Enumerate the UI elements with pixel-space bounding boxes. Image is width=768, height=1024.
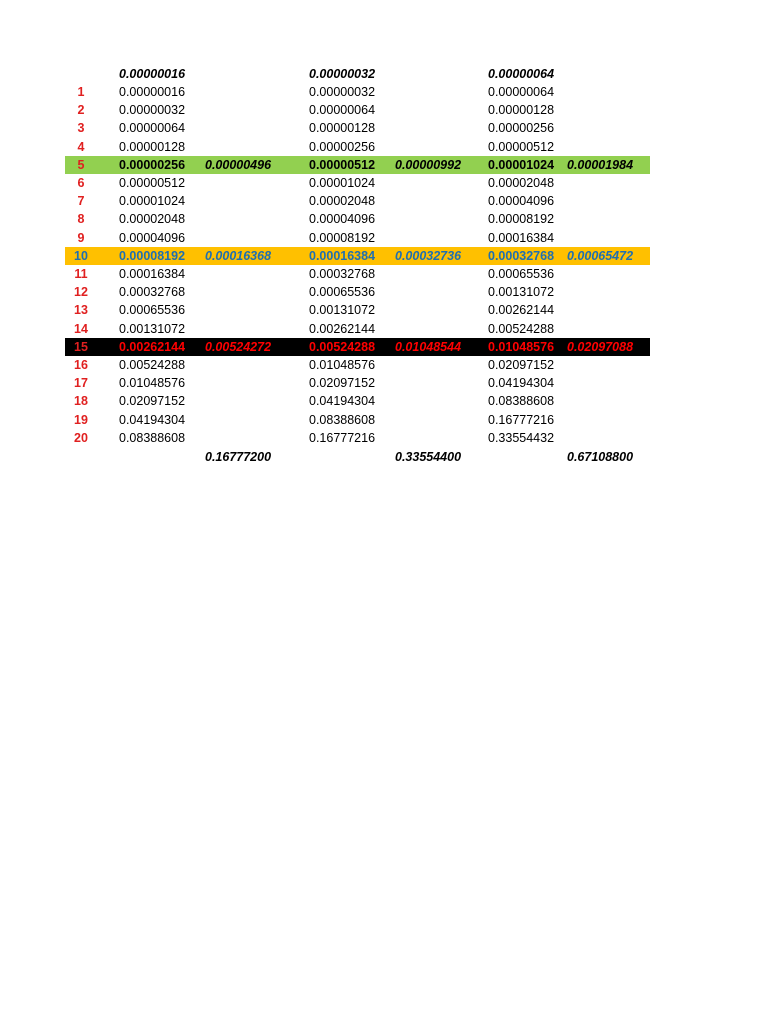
cell-c1[interactable]: 0.00065536	[119, 303, 186, 318]
cell-c3[interactable]: 0.00008192	[309, 230, 376, 245]
total-cell-6[interactable]: 0.67108800	[567, 450, 634, 464]
cell-c1[interactable]: 0.00000016	[119, 85, 186, 99]
table-row	[0, 247, 768, 265]
cell-c1[interactable]: 0.00001024	[119, 194, 186, 209]
cell-c3[interactable]: 0.00000512	[309, 157, 376, 172]
cell-c5[interactable]: 0.00004096	[488, 194, 555, 209]
cell-c2[interactable]: 0.00524272	[205, 339, 272, 354]
totals-row	[0, 448, 768, 466]
cell-c3[interactable]: 0.02097152	[309, 376, 376, 391]
cell-c5[interactable]: 0.16777216	[488, 412, 555, 427]
table-row	[0, 192, 768, 210]
cell-c1[interactable]: 0.00016384	[119, 267, 186, 281]
table-row	[0, 156, 768, 174]
cell-c6[interactable]: 0.00065472	[567, 248, 634, 263]
cell-c5[interactable]: 0.00016384	[488, 230, 555, 245]
cell-c3[interactable]: 0.00000256	[309, 139, 376, 154]
header-row	[0, 65, 768, 83]
cell-c2[interactable]: 0.00016368	[205, 248, 272, 263]
cell-c3[interactable]: 0.00000064	[309, 103, 376, 118]
cell-c1[interactable]: 0.00000128	[119, 139, 186, 154]
spreadsheet	[0, 0, 768, 470]
row-number[interactable]: 19	[74, 412, 88, 427]
cell-c1[interactable]: 0.00524288	[119, 358, 186, 372]
cell-c5[interactable]: 0.00000064	[488, 85, 555, 99]
cell-c1[interactable]: 0.01048576	[119, 376, 186, 391]
cell-c5[interactable]: 0.00008192	[488, 212, 555, 227]
cell-c1[interactable]: 0.00000512	[119, 176, 186, 190]
table-row	[0, 392, 768, 410]
cell-c5[interactable]: 0.02097152	[488, 358, 555, 372]
cell-c4[interactable]: 0.00032736	[395, 248, 462, 263]
row-number[interactable]: 7	[77, 194, 85, 209]
cell-c3[interactable]: 0.08388608	[309, 412, 376, 427]
row-number[interactable]: 1	[77, 85, 85, 99]
cell-c1[interactable]: 0.00262144	[119, 339, 186, 354]
cell-c1[interactable]: 0.00002048	[119, 212, 186, 227]
cell-c1[interactable]: 0.02097152	[119, 394, 186, 409]
row-number[interactable]: 20	[74, 430, 88, 445]
cell-c5[interactable]: 0.00000256	[488, 121, 555, 136]
cell-c3[interactable]: 0.00524288	[309, 339, 376, 354]
row-number[interactable]: 13	[74, 303, 88, 318]
cell-c3[interactable]: 0.00032768	[309, 267, 376, 281]
table-row	[0, 429, 768, 447]
row-number[interactable]: 11	[74, 267, 88, 281]
row-number[interactable]: 6	[77, 176, 85, 190]
header-cell-5[interactable]: 0.00000064	[488, 67, 555, 81]
row-number[interactable]: 5	[77, 157, 85, 172]
row-number[interactable]: 4	[77, 139, 85, 154]
cell-c1[interactable]: 0.04194304	[119, 412, 186, 427]
row-number[interactable]: 10	[74, 248, 88, 263]
total-cell-2[interactable]: 0.16777200	[205, 450, 272, 464]
row-number[interactable]: 8	[77, 212, 85, 227]
table-row	[0, 101, 768, 119]
row-number[interactable]: 18	[74, 394, 88, 409]
table-row	[0, 210, 768, 228]
cell-c5[interactable]: 0.00065536	[488, 267, 555, 281]
table-row	[0, 338, 768, 356]
table-row	[0, 83, 768, 101]
cell-c5[interactable]: 0.00131072	[488, 285, 555, 300]
cell-c1[interactable]: 0.00004096	[119, 230, 186, 245]
cell-c5[interactable]: 0.00032768	[488, 248, 555, 263]
cell-c1[interactable]: 0.00000032	[119, 103, 186, 118]
row-number[interactable]: 17	[74, 376, 88, 391]
cell-c3[interactable]: 0.00065536	[309, 285, 376, 300]
table-row	[0, 320, 768, 338]
cell-c4[interactable]: 0.00000992	[395, 157, 462, 172]
table-row	[0, 301, 768, 319]
cell-c3[interactable]: 0.04194304	[309, 394, 376, 409]
cell-c5[interactable]: 0.01048576	[488, 339, 555, 354]
cell-c4[interactable]: 0.01048544	[395, 339, 462, 354]
row-number[interactable]: 3	[77, 121, 85, 136]
table-row	[0, 138, 768, 156]
cell-c5[interactable]: 0.00000128	[488, 103, 555, 118]
cell-c3[interactable]: 0.01048576	[309, 358, 376, 372]
cell-c5[interactable]: 0.00000512	[488, 139, 555, 154]
cell-c5[interactable]: 0.00524288	[488, 321, 555, 336]
cell-c1[interactable]: 0.00000064	[119, 121, 186, 136]
cell-c1[interactable]: 0.00131072	[119, 321, 186, 336]
header-cell-1[interactable]: 0.00000016	[119, 67, 186, 81]
row-number[interactable]: 15	[74, 339, 88, 354]
table-row	[0, 265, 768, 283]
cell-c5[interactable]: 0.08388608	[488, 394, 555, 409]
cell-c2[interactable]: 0.00000496	[205, 157, 272, 172]
table-row	[0, 229, 768, 247]
cell-c3[interactable]: 0.00004096	[309, 212, 376, 227]
cell-c5[interactable]: 0.00001024	[488, 157, 555, 172]
table-row	[0, 283, 768, 301]
table-row	[0, 411, 768, 429]
cell-c1[interactable]: 0.08388608	[119, 430, 186, 445]
cell-c3[interactable]: 0.00001024	[309, 176, 376, 190]
cell-c3[interactable]: 0.00000032	[309, 85, 376, 99]
cell-c3[interactable]: 0.00000128	[309, 121, 376, 136]
total-cell-4[interactable]: 0.33554400	[395, 450, 462, 464]
row-number[interactable]: 9	[77, 230, 85, 245]
cell-c3[interactable]: 0.16777216	[309, 430, 376, 445]
cell-c1[interactable]: 0.00008192	[119, 248, 186, 263]
cell-c3[interactable]: 0.00002048	[309, 194, 376, 209]
cell-c3[interactable]: 0.00131072	[309, 303, 376, 318]
cell-c1[interactable]: 0.00032768	[119, 285, 186, 300]
cell-c5[interactable]: 0.00262144	[488, 303, 555, 318]
row-number[interactable]: 2	[77, 103, 85, 118]
cell-c5[interactable]: 0.00002048	[488, 176, 555, 190]
cell-c5[interactable]: 0.33554432	[488, 430, 555, 445]
header-cell-3[interactable]: 0.00000032	[309, 67, 376, 81]
row-number[interactable]: 14	[74, 321, 88, 336]
table-row	[0, 374, 768, 392]
row-number[interactable]: 12	[74, 285, 88, 300]
row-number[interactable]: 16	[74, 358, 88, 372]
cell-c6[interactable]: 0.02097088	[567, 339, 634, 354]
table-row	[0, 174, 768, 192]
table-row	[0, 356, 768, 374]
cell-c6[interactable]: 0.00001984	[567, 157, 634, 172]
cell-c3[interactable]: 0.00262144	[309, 321, 376, 336]
cell-c5[interactable]: 0.04194304	[488, 376, 555, 391]
cell-c3[interactable]: 0.00016384	[309, 248, 376, 263]
table-row	[0, 119, 768, 137]
cell-c1[interactable]: 0.00000256	[119, 157, 186, 172]
